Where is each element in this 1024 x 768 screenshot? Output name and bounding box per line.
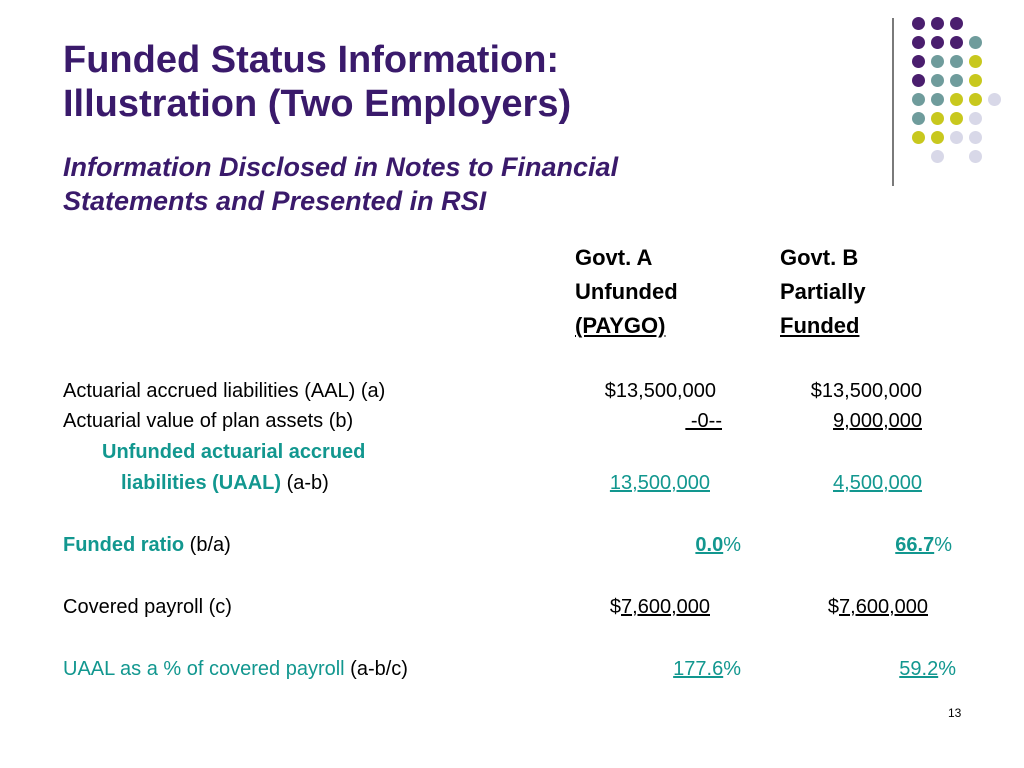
dot <box>950 93 963 106</box>
slide-subtitle <box>63 150 618 218</box>
dot <box>988 93 1001 106</box>
funded-ratio-label-formula: (b/a) <box>184 534 231 556</box>
uaal-pct-govt-b <box>899 655 956 683</box>
govt-a-status-detail: (PAYGO) <box>575 313 666 338</box>
aal-govt-a: $13,500,000 <box>604 380 716 402</box>
dot <box>931 55 944 68</box>
dot <box>931 74 944 87</box>
uaal-pct-govt-a <box>673 655 741 683</box>
funded-ratio-govt-b <box>895 531 952 559</box>
covered-payroll-govt-b-value: 7,600,000 <box>839 596 928 618</box>
funded-ratio-label-bold: Funded ratio <box>63 534 185 556</box>
dot <box>912 112 925 125</box>
row-label-uaal-pct-payroll <box>63 655 408 683</box>
govt-b-name: Govt. B <box>780 245 859 270</box>
aal-govt-b: $13,500,000 <box>810 380 922 402</box>
dot <box>969 93 982 106</box>
uaal-govt-b: 4,500,000 <box>833 472 922 494</box>
govt-a-name: Govt. A <box>575 245 653 270</box>
dot <box>969 36 982 49</box>
govt-a-status: Unfunded <box>575 279 678 304</box>
dot <box>969 74 982 87</box>
uaal-pct-label-teal: UAAL as a % of covered payroll <box>63 658 345 680</box>
uaal-pct-govt-b-value: 59.2 <box>899 658 939 680</box>
row-label-uaal-line2 <box>121 469 329 497</box>
slide-title <box>63 38 571 126</box>
dot <box>912 93 925 106</box>
funded-ratio-govt-a-value: 0.0 <box>695 534 724 556</box>
funded-ratio-govt-a-pct: % <box>723 534 741 556</box>
dot <box>931 131 944 144</box>
subtitle-line-1: Information Disclosed in Notes to Financial <box>63 152 619 182</box>
covered-payroll-govt-a <box>610 593 710 621</box>
row-label-covered-payroll: Covered payroll (c) <box>63 596 232 618</box>
row-label-funded-ratio <box>63 531 231 559</box>
column-header-govt-b <box>780 241 866 343</box>
dot <box>950 74 963 87</box>
plan-assets-govt-a: -0-- <box>685 410 722 432</box>
uaal-pct-govt-b-pct: % <box>938 658 956 680</box>
dot <box>950 131 963 144</box>
row-label-plan-assets: Actuarial value of plan assets (b) <box>63 410 354 432</box>
covered-payroll-govt-b-currency: $ <box>827 596 840 618</box>
dot <box>931 36 944 49</box>
dot <box>969 112 982 125</box>
uaal-label-bold: liabilities (UAAL) <box>121 472 282 494</box>
decorative-divider <box>892 18 894 186</box>
row-label-aal: Actuarial accrued liabilities (AAL) (a) <box>63 380 386 402</box>
dot <box>912 17 925 30</box>
dot <box>950 36 963 49</box>
dot <box>950 17 963 30</box>
page-number: 13 <box>948 706 962 720</box>
dot <box>950 112 963 125</box>
dot <box>912 131 925 144</box>
title-line-2: Illustration (Two Employers) <box>63 83 572 125</box>
govt-b-status: Partially <box>780 279 866 304</box>
dot <box>912 36 925 49</box>
dot <box>969 150 982 163</box>
funded-ratio-govt-a <box>695 531 741 559</box>
plan-assets-govt-b: 9,000,000 <box>833 410 922 432</box>
dot <box>912 55 925 68</box>
dot <box>931 150 944 163</box>
uaal-pct-govt-a-pct: % <box>723 658 741 680</box>
dot <box>969 55 982 68</box>
funded-ratio-govt-b-pct: % <box>934 534 952 556</box>
dot <box>950 55 963 68</box>
dot <box>931 17 944 30</box>
covered-payroll-govt-a-currency: $ <box>609 596 622 618</box>
column-header-govt-a <box>575 241 678 343</box>
dot <box>912 74 925 87</box>
uaal-pct-label-formula: (a-b/c) <box>344 658 408 680</box>
uaal-govt-a: 13,500,000 <box>609 472 710 494</box>
subtitle-line-2: Statements and Presented in RSI <box>63 186 487 216</box>
dot <box>969 131 982 144</box>
govt-b-status-detail: Funded <box>780 313 860 338</box>
covered-payroll-govt-b <box>828 593 928 621</box>
uaal-label-formula: (a-b) <box>281 472 329 494</box>
covered-payroll-govt-a-value: 7,600,000 <box>621 596 710 618</box>
row-label-uaal-line1: Unfunded actuarial accrued <box>102 441 366 463</box>
dot <box>931 93 944 106</box>
funded-ratio-govt-b-value: 66.7 <box>895 534 935 556</box>
title-line-1: Funded Status Information: <box>63 39 560 81</box>
uaal-pct-govt-a-value: 177.6 <box>673 658 724 680</box>
dot <box>931 112 944 125</box>
